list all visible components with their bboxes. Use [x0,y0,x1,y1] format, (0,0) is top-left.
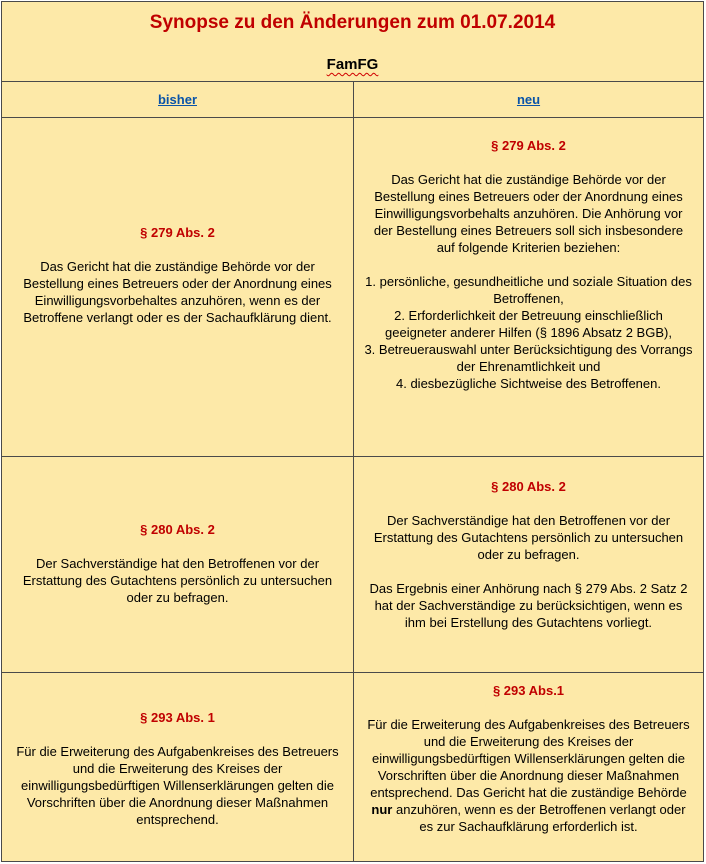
row-2-new-cell [354,457,703,673]
row-2-old-section: § 280 Abs. 2 [140,522,215,537]
criteria-item: 3. Betreuerauswahl unter Berücksichtigung des Vorrangs der Ehrenamtlichkeit und [364,342,693,374]
criteria-item: 1. persönliche, gesundheitliche und soziale Situation des Betroffenen, [365,274,692,306]
row-3-new-text-b: anzuhören, wenn es der Betroffenen verlangt oder es zur Sachaufklärung erforderlich ist. [392,802,686,834]
row-2-new-section: § 280 Abs. 2 [491,479,566,494]
row-3-old-cell [2,673,354,862]
law-name [2,56,703,73]
row-1-old-text: Das Gericht hat die zuständige Behörde vor der Bestellung eines Betreuers oder der Anordnung eines Einwilligungsvorbehaltes anzuhören, wenn es der Betroffene verlangt oder es der Sachaufklärung dient. [23,259,332,325]
synopsis-table [1,1,704,862]
row-2-old-cell [2,457,354,673]
row-1-new-cell [354,118,703,457]
row-3-new-cell [354,673,703,862]
emphasis-nur: nur [371,802,393,817]
row-3-old-text: Für die Erweiterung des Aufgabenkreises des Betreuers und die Erweiterung des Kreises der einwilligungsbedürftigen Willenserklärungen gelten die Vorschriften über die Anordnung dieser Maßnahmen entsprechend. [16,744,339,827]
row-3-new-text-a: Für die Erweiterung des Aufgabenkreises des Betreuers und die Erweiterung des Kreises der einwilligungsbedürftigen Willenserklärungen gelten die Vorschriften über die Anordnung dieser Maßnahmen entsprechend. Das Gericht hat die zuständige Behörde [367,717,690,800]
row-1-new-section: § 279 Abs. 2 [491,138,566,153]
criteria-item: 2. Erforderlichkeit der Betreuung einschließlich geeigneter anderer Hilfen (§ 1896 Absatz 2 BGB), [385,308,672,340]
row-2-old-text: Der Sachverständige hat den Betroffenen vor der Erstattung des Gutachtens persönlich zu untersuchen oder zu befragen. [22,556,333,605]
law-name-text: FamFG [326,56,379,73]
title-row [2,2,703,82]
criteria-list [364,273,693,392]
row-2-new-text: Der Sachverständige hat den Betroffenen vor der Erstattung des Gutachtens persönlich zu untersuchen oder zu befragen. [373,513,684,562]
column-link-neu[interactable]: neu [516,92,541,107]
criteria-item: 4. diesbezügliche Sichtweise des Betroffenen. [396,376,661,391]
row-1-old-section: § 279 Abs. 2 [140,225,215,240]
row-3-new-section: § 293 Abs.1 [492,683,565,698]
column-link-bisher[interactable]: bisher [157,92,197,107]
row-2-new-text-2: Das Ergebnis einer Anhörung nach § 279 Abs. 2 Satz 2 hat der Sachverständige zu berücksichtigen, wenn es ihm bei Erstellung des Gutachtens vorliegt. [369,581,688,630]
page-title: Synopse zu den Änderungen zum 01.07.2014 [149,12,556,33]
row-1-new-text: Das Gericht hat die zuständige Behörde vor der Bestellung eines Betreuers oder der Anordnung eines Einwilligungsvorbehalts anzuhören. Die Anhörung vor der Bestellung eines Betreuers soll sich insbesondere auf folgende Kriterien beziehen: [373,172,684,255]
column-header-old [2,82,354,118]
row-3-old-section: § 293 Abs. 1 [140,710,215,725]
row-3-new-text [364,716,693,835]
row-1-old-cell [2,118,354,457]
column-header-new [354,82,703,118]
